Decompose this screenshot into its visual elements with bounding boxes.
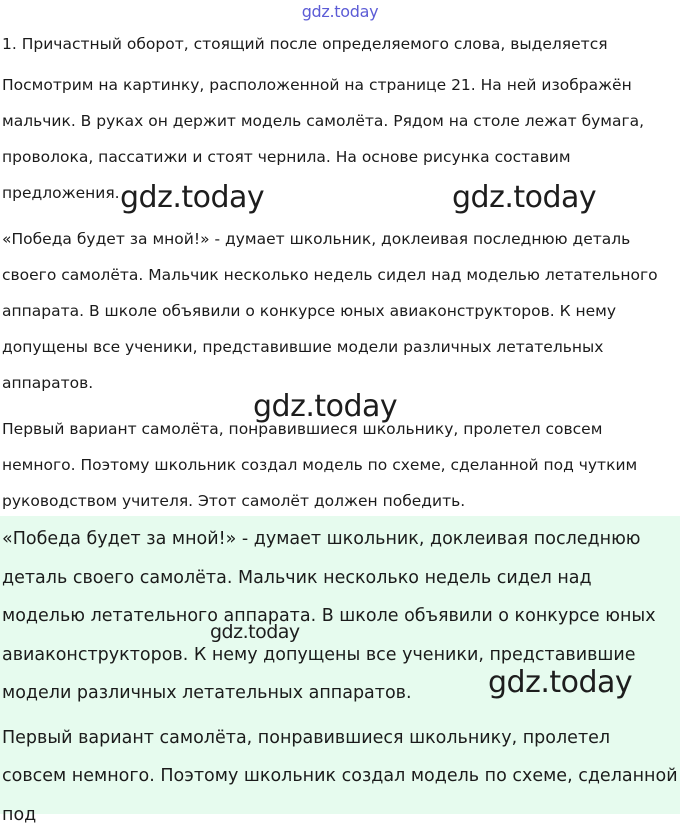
watermark-2: gdz.today: [452, 180, 597, 215]
answer-paragraph-2: Первый вариант самолёта, понравившиеся школьнику, пролетел совсем немного. Поэтому школьник создал модель по схеме, сделанной под: [2, 727, 678, 825]
answer-paragraph-1: «Победа будет за мной!» - думает школьник, доклеивая последнюю деталь своего самолёта. Мальчик несколько недель сидел над моделью летательного аппарата. В школе объявили о конкурсе юных авиаконструкторов. К нему допущены все ученики, представившие модели различных летательных аппаратов.: [2, 529, 656, 703]
watermark-5: gdz.today: [488, 665, 633, 700]
site-watermark-top: gdz.today: [301, 2, 379, 21]
task-paragraph-1: Посмотрим на картинку, расположенной на странице 21. На ней изображён мальчик. В руках он держит модель самолёта. Рядом на столе лежат бумага, проволока, пассатижи и стоят чернила. На основе рисунка составим предложения.: [2, 76, 645, 202]
task-content: [2, 33, 678, 513]
task-heading: 1. Причастный оборот, стоящий после определяемого слова, выделяется: [2, 35, 608, 53]
task-paragraph-3: Первый вариант самолёта, понравившиеся школьнику, пролетел совсем немного. Поэтому школьник создал модель по схеме, сделанной под чутким руководством учителя. Этот самолёт должен победить.: [2, 420, 638, 510]
watermark-3: gdz.today: [253, 389, 398, 424]
task-paragraph-2: «Победа будет за мной!» - думает школьник, доклеивая последнюю деталь своего самолёта. Мальчик несколько недель сидел над моделью летательного аппарата. В школе объявили о конкурсе юных авиаконструкторов. К нему допущены все ученики, представившие модели различных летательных аппаратов.: [2, 230, 658, 392]
watermark-4: gdz.today: [210, 621, 300, 643]
watermark-1: gdz.today: [120, 180, 265, 215]
